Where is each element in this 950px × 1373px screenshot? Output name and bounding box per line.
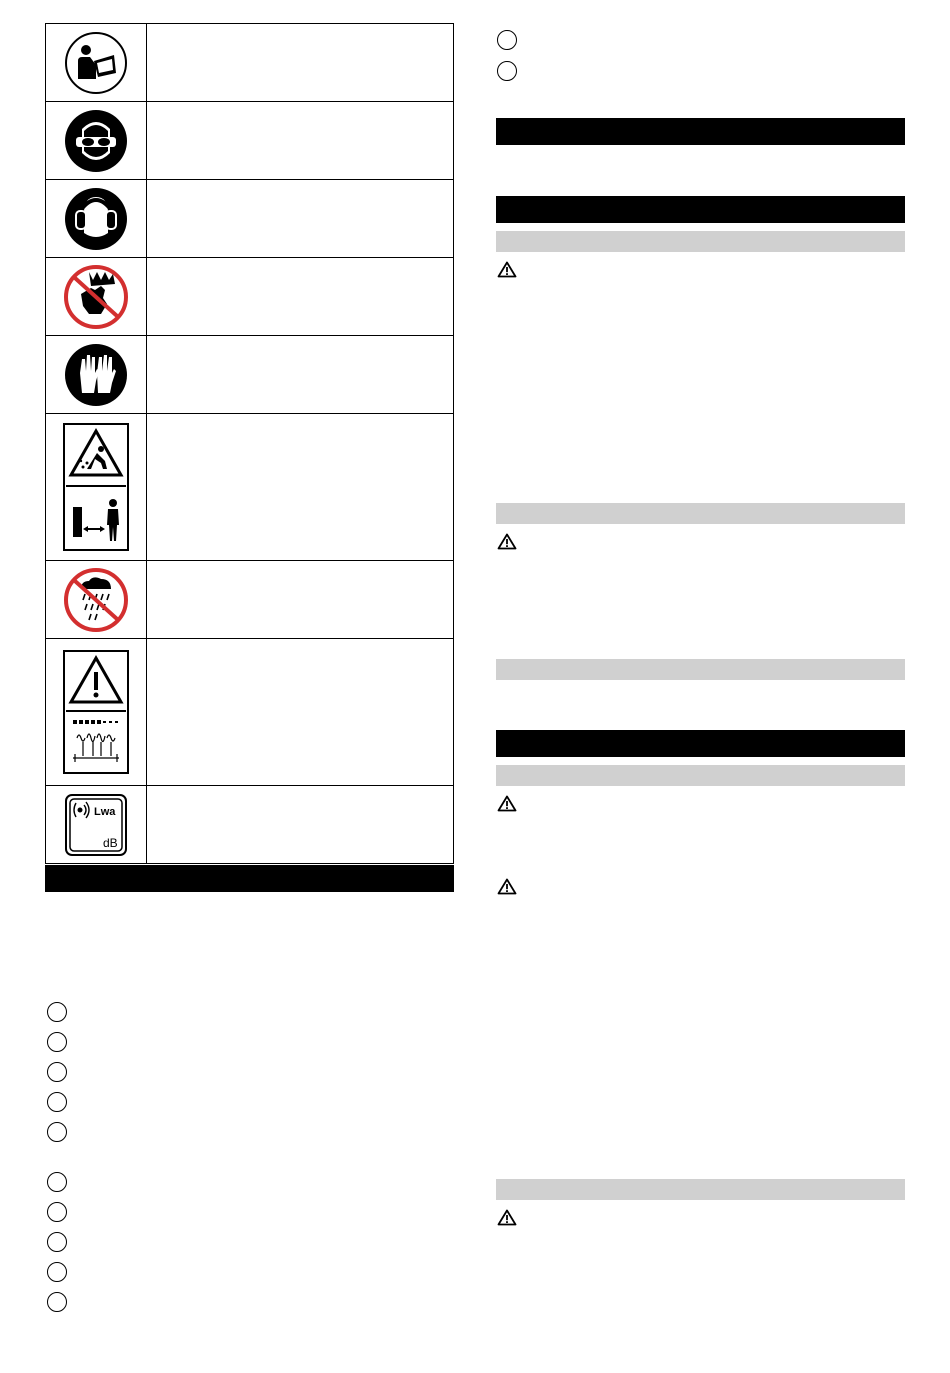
- symbol-icon-cell: [45, 786, 147, 863]
- item-number-circle: [47, 1032, 67, 1052]
- symbol-description: [147, 102, 454, 179]
- lwa-label: Lwa: [94, 805, 116, 818]
- warning-triangle-icon: [497, 878, 517, 895]
- read-manual-icon: [64, 31, 128, 95]
- symbol-icon-cell: [45, 561, 147, 638]
- symbol-icon-cell: [45, 258, 147, 335]
- item-number-circle: [47, 1262, 67, 1282]
- warning-triangle-icon: [497, 533, 517, 550]
- item-number-circle: [47, 1122, 67, 1142]
- item-number-circle: [47, 1202, 67, 1222]
- subsection-heading-bar: [496, 1179, 905, 1200]
- flying-debris-keep-distance-icon: [63, 423, 129, 551]
- symbol-row-eye-protection: [45, 102, 454, 180]
- symbol-row-no-hands: [45, 258, 454, 336]
- symbol-icon-cell: [45, 336, 147, 413]
- wear-gloves-icon: [64, 343, 128, 407]
- sound-power-level-icon: [65, 794, 127, 856]
- subsection-heading-bar: [496, 231, 905, 252]
- symbol-icon-cell: [45, 102, 147, 179]
- section-heading-bar: [496, 730, 905, 757]
- section-heading-bar: [496, 118, 905, 145]
- symbol-icon-cell: [45, 24, 147, 101]
- warning-triangle-icon: [497, 1209, 517, 1226]
- warning-triangle-icon: [497, 261, 517, 278]
- item-number-circle: [497, 61, 517, 81]
- symbol-row-gloves: [45, 336, 454, 414]
- no-rain-icon: [63, 567, 129, 633]
- subsection-heading-bar: [496, 659, 905, 680]
- item-number-circle: [497, 30, 517, 50]
- symbol-description: [147, 786, 454, 863]
- subsection-heading-bar: [496, 503, 905, 524]
- item-number-circle: [47, 1002, 67, 1022]
- safety-symbols-table: [45, 23, 454, 864]
- symbol-description: [147, 561, 454, 638]
- db-label: dB: [103, 835, 118, 850]
- symbol-description: [147, 414, 454, 560]
- symbol-description: [147, 336, 454, 413]
- symbol-row-read-manual: [45, 24, 454, 102]
- warning-triangle-icon: [497, 795, 517, 812]
- symbol-row-sound-power: [45, 786, 454, 864]
- section-heading-bar: [496, 196, 905, 223]
- item-number-circle: [47, 1092, 67, 1112]
- symbol-icon-cell: [45, 180, 147, 257]
- ear-protection-icon: [64, 187, 128, 251]
- item-number-circle: [47, 1062, 67, 1082]
- item-number-circle: [47, 1232, 67, 1252]
- symbol-icon-cell: [45, 639, 147, 785]
- symbol-row-ear-protection: [45, 180, 454, 258]
- symbol-row-no-rain: [45, 561, 454, 639]
- hot-surface-warning-icon: [63, 650, 129, 774]
- item-number-circle: [47, 1292, 67, 1312]
- symbol-description: [147, 24, 454, 101]
- section-heading-bar: [45, 865, 454, 892]
- item-number-circle: [47, 1172, 67, 1192]
- symbol-description: [147, 180, 454, 257]
- no-hands-near-blade-icon: [63, 264, 129, 330]
- symbol-row-flying-debris: [45, 414, 454, 561]
- symbol-icon-cell: [45, 414, 147, 560]
- symbol-row-hot-surface: [45, 639, 454, 786]
- eye-protection-icon: [64, 109, 128, 173]
- symbol-description: [147, 258, 454, 335]
- subsection-heading-bar: [496, 765, 905, 786]
- symbol-description: [147, 639, 454, 785]
